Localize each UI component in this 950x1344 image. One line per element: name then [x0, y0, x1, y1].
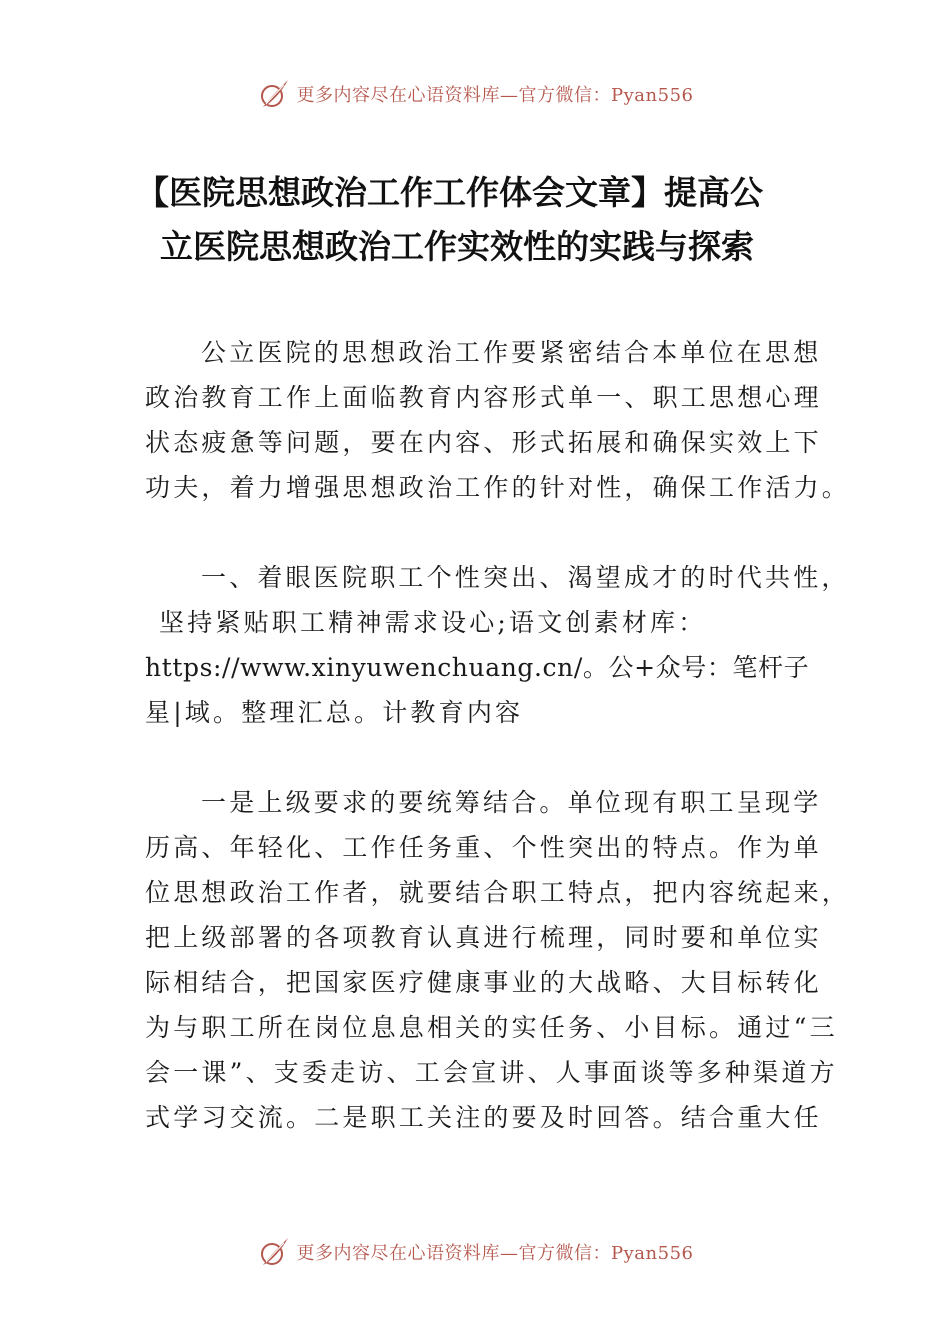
header-watermark	[0, 74, 950, 114]
text-line: 状态疲惫等问题，要在内容、形式拓展和确保实效上下	[145, 428, 822, 457]
text-line: 位思想政治工作者，就要结合职工特点，把内容统起来，	[145, 878, 851, 907]
title-line-2: 立医院思想政治工作实效性的实践与探索	[160, 227, 754, 266]
paragraph-point-one	[145, 780, 851, 1140]
footer-brand-text: 更多内容尽在心语资料库—官方微信：Pyan556	[296, 1243, 694, 1264]
text-line: 坚持紧贴职工精神需求设心;语文创素材库：	[159, 608, 707, 637]
text-line: 星|域。整理汇总。计教育内容	[145, 698, 524, 727]
text-line: 一、着眼医院职工个性突出、渴望成才的时代共性，	[201, 563, 850, 592]
footer-watermark	[0, 1232, 950, 1272]
title-line-1: 【医院思想政治工作工作体会文章】提高公	[136, 173, 763, 212]
text-line: 公立医院的思想政治工作要紧密结合本单位在思想	[201, 338, 822, 367]
feather-logo-icon	[257, 77, 291, 111]
text-line: 政治教育工作上面临教育内容形式单一、职工思想心理	[145, 383, 822, 412]
text-line: 会一课”、支委走访、工会宣讲、人事面谈等多种渠道方	[145, 1058, 838, 1087]
paragraph-section-one	[145, 555, 850, 735]
text-line: 一是上级要求的要统筹结合。单位现有职工呈现学	[201, 788, 822, 817]
text-line: 历高、年轻化、工作任务重、个性突出的特点。作为单	[145, 833, 822, 862]
text-line: 功夫，着力增强思想政治工作的针对性，确保工作活力。	[145, 473, 851, 502]
document-title	[136, 166, 820, 274]
document-body	[145, 330, 851, 1140]
header-brand-text: 更多内容尽在心语资料库—官方微信：Pyan556	[296, 85, 694, 106]
text-line: 际相结合，把国家医疗健康事业的大战略、大目标转化	[145, 968, 822, 997]
text-line: 把上级部署的各项教育认真进行梳理，同时要和单位实	[145, 923, 822, 952]
text-line: 为与职工所在岗位息息相关的实任务、小目标。通过“三	[145, 1013, 838, 1042]
text-line: 式学习交流。二是职工关注的要及时回答。结合重大任	[145, 1103, 822, 1132]
feather-logo-icon	[257, 1235, 291, 1269]
paragraph-intro	[145, 330, 851, 510]
text-line: https://www.xinyuwenchuang.cn/。公+众号：笔杆子	[145, 653, 810, 682]
